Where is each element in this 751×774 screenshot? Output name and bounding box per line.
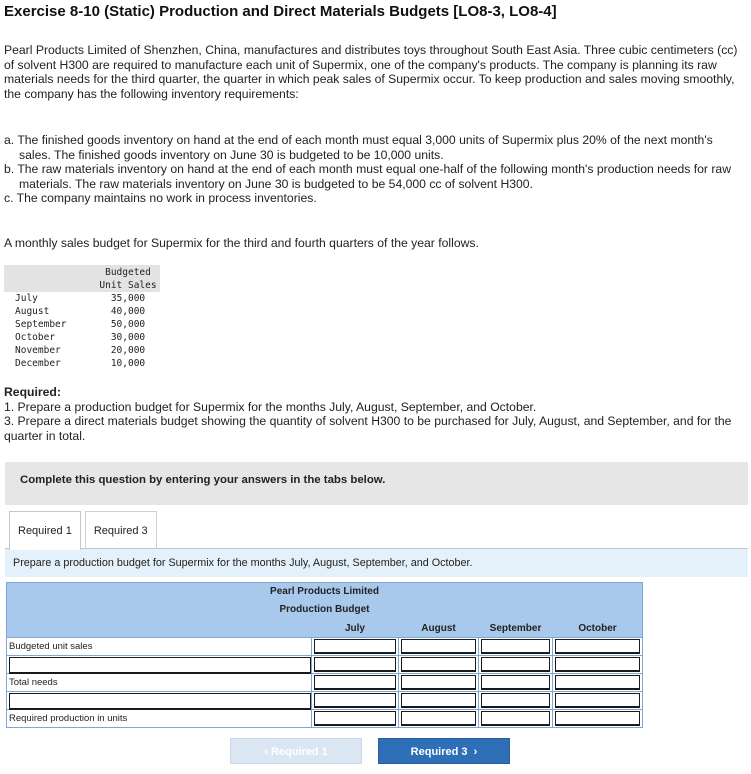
- requirement-c: c. The company maintains no work in process inventories.: [4, 191, 317, 205]
- budget-input[interactable]: [401, 693, 476, 708]
- table-row: [4, 344, 160, 357]
- cell-september: [478, 674, 552, 691]
- cell-july: [311, 692, 398, 709]
- tab-required-3[interactable]: Required 3: [85, 511, 157, 549]
- complete-question-bar: [5, 462, 748, 505]
- budget-input[interactable]: [481, 693, 550, 708]
- cell-october: [552, 674, 642, 691]
- sales-value-cell: 40,000: [110, 306, 146, 317]
- table-row: [4, 305, 160, 318]
- cell-october: [552, 656, 642, 673]
- inventory-requirements: [4, 133, 746, 206]
- cell-september: [478, 692, 552, 709]
- budget-input[interactable]: [314, 657, 396, 672]
- required-item-1: 1. Prepare a production budget for Supermix for the months July, August, September, and October.: [4, 399, 537, 414]
- sales-value-cell: 50,000: [110, 319, 146, 330]
- month-cell: November: [15, 345, 61, 356]
- row-label: Budgeted unit sales: [9, 641, 93, 652]
- sales-header-line2: Unit Sales: [99, 280, 157, 291]
- table-row: [4, 357, 160, 370]
- required-section: [4, 385, 746, 443]
- row-label-field[interactable]: [9, 693, 311, 710]
- budget-name: Production Budget: [279, 604, 370, 615]
- budget-input[interactable]: [555, 693, 640, 708]
- table-row: [7, 709, 642, 727]
- instruction-bar: [5, 549, 748, 577]
- required-heading: Required:: [4, 385, 61, 399]
- budget-input[interactable]: [555, 675, 640, 690]
- month-cell: August: [15, 306, 50, 317]
- next-button-label: Required 3: [410, 746, 468, 758]
- chevron-left-icon: ‹: [264, 746, 271, 758]
- month-cell: July: [15, 293, 38, 304]
- cell-october: [552, 638, 642, 655]
- row-label-input: [7, 692, 311, 709]
- month-cell: December: [15, 358, 61, 369]
- cell-october: [552, 710, 642, 727]
- table-row: [7, 655, 642, 673]
- table-row: [7, 691, 642, 709]
- budget-input[interactable]: [314, 711, 396, 726]
- row-label: Required production in units: [9, 713, 128, 724]
- budget-input[interactable]: [314, 639, 396, 654]
- cell-july: [311, 638, 398, 655]
- instruction-text: Prepare a production budget for Supermix for the months July, August, September, and October.: [13, 557, 473, 569]
- budget-input[interactable]: [314, 693, 396, 708]
- requirement-a: a. The finished goods inventory on hand at the end of each month must equal 3,000 units of Supermix plus 20% of the next month's sales. The finished goods inventory on June 30 is budgeted to be 10,000 units.: [4, 133, 713, 162]
- month-cell: September: [15, 319, 67, 330]
- row-label-field[interactable]: [9, 657, 311, 674]
- cell-september: [478, 638, 552, 655]
- header-label-blank: [7, 620, 311, 637]
- chevron-right-icon: ›: [467, 746, 478, 758]
- sales-value-cell: 20,000: [110, 345, 146, 356]
- budget-input[interactable]: [401, 639, 476, 654]
- required-item-3: 3. Prepare a direct materials budget showing the quantity of solvent H300 to be purchased for July, August, and September, and for the quarter in total.: [4, 414, 732, 443]
- cell-august: [398, 638, 478, 655]
- sales-header-blank: [4, 265, 96, 292]
- budget-input[interactable]: [401, 675, 476, 690]
- sales-header-cell: [96, 265, 160, 292]
- table-row: [4, 318, 160, 331]
- cell-august: [398, 710, 478, 727]
- production-budget-table: [6, 582, 643, 728]
- monthly-sales-text: A monthly sales budget for Supermix for the third and fourth quarters of the year follows.: [4, 236, 479, 250]
- budget-input[interactable]: [314, 675, 396, 690]
- month-cell: October: [15, 332, 56, 343]
- column-header-october: October: [552, 620, 642, 637]
- cell-august: [398, 656, 478, 673]
- cell-july: [311, 674, 398, 691]
- sales-value-cell: 10,000: [110, 358, 146, 369]
- intro-paragraph: Pearl Products Limited of Shenzhen, China, manufactures and distributes toys throughout South East Asia. Three cubic centimeters (cc) of solvent H300 are required to manufacture each unit of Supermix, one of the company's products. The company is planning its raw materials needs for the third quarter, the quarter in which peak sales of Supermix occur. To keep production and sales moving smoothly, the company has the following inventory requirements:: [4, 43, 738, 101]
- column-header-july: July: [311, 620, 398, 637]
- table-row: [4, 292, 160, 305]
- next-required-button[interactable]: [378, 738, 510, 764]
- complete-question-text: Complete this question by entering your answers in the tabs below.: [20, 474, 386, 486]
- budget-name-row: [7, 601, 642, 619]
- budget-input[interactable]: [481, 639, 550, 654]
- column-header-august: August: [398, 620, 478, 637]
- budget-input[interactable]: [481, 675, 550, 690]
- budget-input[interactable]: [481, 711, 550, 726]
- budget-header-row: [7, 619, 642, 637]
- sales-value-cell: 30,000: [110, 332, 146, 343]
- table-row: [4, 331, 160, 344]
- cell-october: [552, 692, 642, 709]
- table-row: [7, 673, 642, 691]
- column-header-september: September: [478, 620, 552, 637]
- prev-required-button[interactable]: [230, 738, 362, 764]
- cell-july: [311, 656, 398, 673]
- cell-july: [311, 710, 398, 727]
- prev-button-label: Required 1: [270, 746, 328, 758]
- budget-input[interactable]: [555, 657, 640, 672]
- page-title: Exercise 8-10 (Static) Production and Direct Materials Budgets [LO8-3, LO8-4]: [4, 3, 557, 20]
- sales-header-line1: Budgeted: [105, 267, 151, 278]
- tab-required-1[interactable]: Required 1: [9, 511, 81, 550]
- table-row: [7, 637, 642, 655]
- budget-input[interactable]: [401, 657, 476, 672]
- requirement-b: b. The raw materials inventory on hand at the end of each month must equal one-half of the following month's production needs for raw materials. The raw materials inventory on June 30 is budgeted to be 54,000 cc of solvent H300.: [4, 162, 732, 191]
- sales-table-header: [4, 265, 160, 292]
- row-label: Total needs: [9, 677, 58, 688]
- row-label-input: [7, 656, 311, 673]
- budget-company-row: [7, 583, 642, 601]
- budget-company-name: Pearl Products Limited: [270, 586, 379, 597]
- cell-august: [398, 674, 478, 691]
- cell-august: [398, 692, 478, 709]
- answer-tabs: [9, 511, 161, 549]
- cell-september: [478, 656, 552, 673]
- budget-input[interactable]: [555, 711, 640, 726]
- budget-input[interactable]: [481, 657, 550, 672]
- sales-budget-table: [4, 265, 160, 370]
- budget-input[interactable]: [555, 639, 640, 654]
- budget-input[interactable]: [401, 711, 476, 726]
- sales-value-cell: 35,000: [110, 293, 146, 304]
- cell-september: [478, 710, 552, 727]
